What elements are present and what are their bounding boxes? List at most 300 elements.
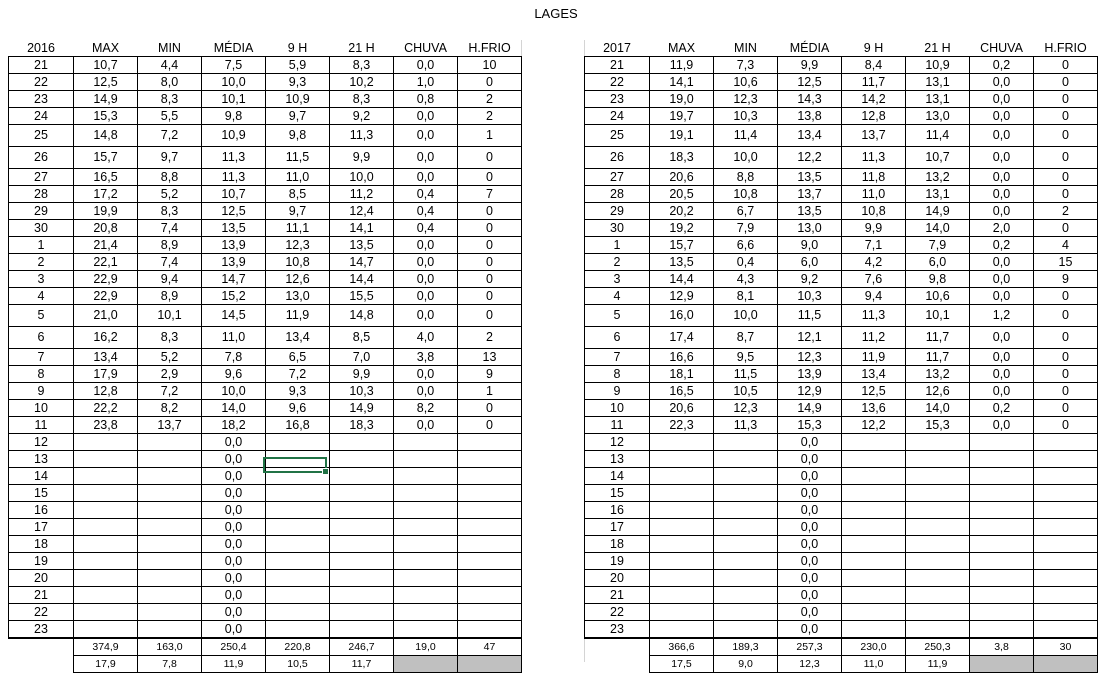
value-cell[interactable] <box>330 553 394 570</box>
value-cell[interactable]: 9 <box>1034 271 1098 288</box>
value-cell[interactable]: 11,9 <box>650 57 714 74</box>
value-cell[interactable]: 10,7 <box>202 186 266 203</box>
value-cell[interactable]: 23,8 <box>74 417 138 434</box>
value-cell[interactable] <box>906 553 970 570</box>
value-cell[interactable]: 21,4 <box>74 237 138 254</box>
value-cell[interactable]: 0 <box>458 288 522 305</box>
value-cell[interactable]: 9,7 <box>266 108 330 125</box>
value-cell[interactable]: 0,2 <box>970 237 1034 254</box>
value-cell[interactable] <box>138 570 202 587</box>
total-cell[interactable]: 189,3 <box>714 638 778 656</box>
value-cell[interactable]: 0,0 <box>778 587 842 604</box>
day-cell[interactable]: 15 <box>585 485 650 502</box>
value-cell[interactable]: 20,2 <box>650 203 714 220</box>
value-cell[interactable]: 0,0 <box>202 434 266 451</box>
value-cell[interactable]: 18,2 <box>202 417 266 434</box>
value-cell[interactable]: 8,3 <box>330 91 394 108</box>
value-cell[interactable] <box>394 519 458 536</box>
value-cell[interactable]: 18,1 <box>650 366 714 383</box>
total-cell[interactable]: 257,3 <box>778 638 842 656</box>
value-cell[interactable]: 0 <box>458 271 522 288</box>
value-cell[interactable] <box>842 536 906 553</box>
value-cell[interactable] <box>458 587 522 604</box>
value-cell[interactable] <box>906 468 970 485</box>
column-header[interactable]: 21 H <box>924 41 951 55</box>
value-cell[interactable]: 9,9 <box>842 220 906 237</box>
value-cell[interactable]: 0 <box>1034 383 1098 400</box>
total-cell[interactable]: 374,9 <box>74 638 138 656</box>
value-cell[interactable]: 2 <box>458 327 522 349</box>
year-header[interactable]: 2016 <box>27 41 55 55</box>
day-cell[interactable]: 9 <box>9 383 74 400</box>
value-cell[interactable]: 7 <box>458 186 522 203</box>
value-cell[interactable]: 0,4 <box>394 220 458 237</box>
value-cell[interactable] <box>650 468 714 485</box>
value-cell[interactable]: 7,1 <box>842 237 906 254</box>
value-cell[interactable] <box>842 587 906 604</box>
value-cell[interactable] <box>74 434 138 451</box>
value-cell[interactable]: 11,5 <box>778 305 842 327</box>
value-cell[interactable]: 10,7 <box>906 147 970 169</box>
value-cell[interactable] <box>138 621 202 639</box>
day-cell[interactable]: 12 <box>9 434 74 451</box>
day-cell[interactable]: 29 <box>585 203 650 220</box>
value-cell[interactable]: 14,1 <box>650 74 714 91</box>
value-cell[interactable]: 20,5 <box>650 186 714 203</box>
value-cell[interactable]: 16,2 <box>74 327 138 349</box>
value-cell[interactable]: 0,0 <box>778 553 842 570</box>
value-cell[interactable]: 3,8 <box>394 349 458 366</box>
day-cell[interactable]: 30 <box>585 220 650 237</box>
value-cell[interactable]: 1 <box>458 125 522 147</box>
day-cell[interactable]: 12 <box>585 434 650 451</box>
value-cell[interactable] <box>74 502 138 519</box>
value-cell[interactable]: 14,4 <box>330 271 394 288</box>
total-cell[interactable]: 3,8 <box>970 638 1034 656</box>
value-cell[interactable]: 9,3 <box>266 383 330 400</box>
value-cell[interactable] <box>266 604 330 621</box>
value-cell[interactable]: 8,3 <box>138 203 202 220</box>
value-cell[interactable] <box>1034 587 1098 604</box>
value-cell[interactable] <box>394 434 458 451</box>
value-cell[interactable]: 14,9 <box>906 203 970 220</box>
value-cell[interactable]: 7,8 <box>202 349 266 366</box>
value-cell[interactable] <box>650 451 714 468</box>
day-cell[interactable]: 27 <box>585 169 650 186</box>
day-cell[interactable]: 24 <box>9 108 74 125</box>
value-cell[interactable]: 9,3 <box>266 74 330 91</box>
value-cell[interactable]: 14,7 <box>202 271 266 288</box>
value-cell[interactable] <box>714 468 778 485</box>
day-cell[interactable]: 7 <box>9 349 74 366</box>
value-cell[interactable]: 1 <box>458 383 522 400</box>
average-cell[interactable]: 17,5 <box>650 656 714 673</box>
value-cell[interactable]: 12,3 <box>778 349 842 366</box>
value-cell[interactable]: 0,0 <box>394 57 458 74</box>
value-cell[interactable] <box>74 587 138 604</box>
value-cell[interactable]: 10 <box>458 57 522 74</box>
value-cell[interactable]: 8,2 <box>394 400 458 417</box>
value-cell[interactable] <box>906 536 970 553</box>
value-cell[interactable]: 13,5 <box>778 169 842 186</box>
value-cell[interactable]: 7,9 <box>714 220 778 237</box>
value-cell[interactable]: 0 <box>1034 349 1098 366</box>
value-cell[interactable]: 10,9 <box>266 91 330 108</box>
value-cell[interactable]: 17,9 <box>74 366 138 383</box>
value-cell[interactable]: 8,8 <box>714 169 778 186</box>
value-cell[interactable]: 12,6 <box>906 383 970 400</box>
day-cell[interactable]: 20 <box>9 570 74 587</box>
value-cell[interactable] <box>650 553 714 570</box>
value-cell[interactable]: 0,0 <box>970 254 1034 271</box>
value-cell[interactable]: 0,0 <box>202 587 266 604</box>
value-cell[interactable]: 0 <box>1034 91 1098 108</box>
value-cell[interactable]: 11,7 <box>842 74 906 91</box>
day-cell[interactable]: 23 <box>585 621 650 639</box>
average-cell[interactable] <box>394 656 458 673</box>
day-cell[interactable]: 28 <box>9 186 74 203</box>
value-cell[interactable]: 22,9 <box>74 271 138 288</box>
value-cell[interactable] <box>458 468 522 485</box>
value-cell[interactable]: 6,5 <box>266 349 330 366</box>
total-cell[interactable]: 250,4 <box>202 638 266 656</box>
day-cell[interactable]: 25 <box>9 125 74 147</box>
value-cell[interactable] <box>970 519 1034 536</box>
value-cell[interactable]: 13,0 <box>906 108 970 125</box>
value-cell[interactable]: 0 <box>1034 147 1098 169</box>
day-cell[interactable]: 13 <box>9 451 74 468</box>
value-cell[interactable] <box>330 502 394 519</box>
value-cell[interactable] <box>906 621 970 639</box>
value-cell[interactable]: 0 <box>458 147 522 169</box>
value-cell[interactable]: 0,0 <box>394 288 458 305</box>
value-cell[interactable]: 15,3 <box>906 417 970 434</box>
value-cell[interactable]: 13,1 <box>906 74 970 91</box>
day-cell[interactable]: 11 <box>585 417 650 434</box>
value-cell[interactable] <box>138 553 202 570</box>
value-cell[interactable] <box>970 485 1034 502</box>
value-cell[interactable]: 0,0 <box>394 366 458 383</box>
value-cell[interactable] <box>458 502 522 519</box>
value-cell[interactable]: 0 <box>1034 400 1098 417</box>
value-cell[interactable] <box>714 519 778 536</box>
value-cell[interactable]: 10,3 <box>330 383 394 400</box>
value-cell[interactable]: 11,3 <box>842 305 906 327</box>
value-cell[interactable]: 11,9 <box>842 349 906 366</box>
value-cell[interactable] <box>842 451 906 468</box>
day-cell[interactable]: 9 <box>585 383 650 400</box>
day-cell[interactable]: 3 <box>585 271 650 288</box>
value-cell[interactable]: 19,0 <box>650 91 714 108</box>
day-cell[interactable]: 2 <box>585 254 650 271</box>
value-cell[interactable] <box>138 519 202 536</box>
value-cell[interactable]: 10,3 <box>778 288 842 305</box>
value-cell[interactable]: 0,4 <box>394 203 458 220</box>
value-cell[interactable]: 19,9 <box>74 203 138 220</box>
year-header[interactable]: 2017 <box>603 41 631 55</box>
value-cell[interactable]: 0,0 <box>202 604 266 621</box>
value-cell[interactable]: 2 <box>1034 203 1098 220</box>
value-cell[interactable]: 8,3 <box>330 57 394 74</box>
value-cell[interactable] <box>842 621 906 639</box>
value-cell[interactable]: 10,0 <box>714 147 778 169</box>
value-cell[interactable] <box>394 587 458 604</box>
value-cell[interactable] <box>714 553 778 570</box>
column-header[interactable]: MÉDIA <box>789 41 830 55</box>
value-cell[interactable]: 9,7 <box>138 147 202 169</box>
total-cell[interactable]: 246,7 <box>330 638 394 656</box>
value-cell[interactable] <box>650 502 714 519</box>
average-cell[interactable]: 9,0 <box>714 656 778 673</box>
value-cell[interactable] <box>74 621 138 639</box>
day-cell[interactable]: 14 <box>9 468 74 485</box>
value-cell[interactable]: 10,0 <box>202 383 266 400</box>
value-cell[interactable] <box>714 570 778 587</box>
value-cell[interactable]: 0 <box>1034 108 1098 125</box>
total-cell[interactable]: 19,0 <box>394 638 458 656</box>
day-cell[interactable]: 19 <box>585 553 650 570</box>
day-cell[interactable]: 10 <box>9 400 74 417</box>
value-cell[interactable] <box>1034 570 1098 587</box>
day-cell[interactable]: 16 <box>585 502 650 519</box>
value-cell[interactable]: 11,7 <box>906 349 970 366</box>
average-cell[interactable]: 10,5 <box>266 656 330 673</box>
day-cell[interactable]: 21 <box>9 57 74 74</box>
value-cell[interactable]: 8,9 <box>138 237 202 254</box>
value-cell[interactable]: 8,8 <box>138 169 202 186</box>
total-cell[interactable]: 220,8 <box>266 638 330 656</box>
value-cell[interactable]: 0 <box>1034 305 1098 327</box>
value-cell[interactable] <box>330 587 394 604</box>
value-cell[interactable]: 0,0 <box>202 485 266 502</box>
value-cell[interactable]: 0,0 <box>202 621 266 639</box>
value-cell[interactable] <box>458 604 522 621</box>
value-cell[interactable]: 14,0 <box>202 400 266 417</box>
day-cell[interactable]: 23 <box>9 621 74 639</box>
value-cell[interactable]: 9,9 <box>330 147 394 169</box>
value-cell[interactable] <box>1034 604 1098 621</box>
value-cell[interactable]: 6,0 <box>778 254 842 271</box>
value-cell[interactable]: 0,0 <box>970 349 1034 366</box>
value-cell[interactable] <box>842 502 906 519</box>
day-cell[interactable]: 22 <box>585 74 650 91</box>
average-cell[interactable]: 11,9 <box>202 656 266 673</box>
empty-cell[interactable] <box>9 656 74 673</box>
value-cell[interactable]: 13,7 <box>778 186 842 203</box>
value-cell[interactable]: 9,2 <box>778 271 842 288</box>
value-cell[interactable] <box>266 502 330 519</box>
value-cell[interactable]: 4,4 <box>138 57 202 74</box>
value-cell[interactable]: 7,0 <box>330 349 394 366</box>
value-cell[interactable]: 8,1 <box>714 288 778 305</box>
value-cell[interactable]: 0 <box>458 203 522 220</box>
value-cell[interactable]: 11,9 <box>266 305 330 327</box>
value-cell[interactable]: 11,3 <box>842 147 906 169</box>
value-cell[interactable] <box>330 434 394 451</box>
value-cell[interactable]: 8,9 <box>138 288 202 305</box>
day-cell[interactable]: 6 <box>585 327 650 349</box>
value-cell[interactable]: 14,5 <box>202 305 266 327</box>
day-cell[interactable]: 18 <box>585 536 650 553</box>
value-cell[interactable]: 17,2 <box>74 186 138 203</box>
day-cell[interactable]: 8 <box>585 366 650 383</box>
value-cell[interactable] <box>138 604 202 621</box>
value-cell[interactable]: 22,2 <box>74 400 138 417</box>
value-cell[interactable]: 0,0 <box>970 91 1034 108</box>
value-cell[interactable] <box>394 604 458 621</box>
value-cell[interactable] <box>394 502 458 519</box>
value-cell[interactable]: 0,0 <box>202 519 266 536</box>
value-cell[interactable]: 11,0 <box>266 169 330 186</box>
average-cell[interactable]: 11,0 <box>842 656 906 673</box>
value-cell[interactable] <box>330 468 394 485</box>
value-cell[interactable] <box>394 451 458 468</box>
value-cell[interactable]: 0,0 <box>778 502 842 519</box>
value-cell[interactable]: 0,0 <box>202 502 266 519</box>
value-cell[interactable]: 14,9 <box>778 400 842 417</box>
value-cell[interactable]: 0,0 <box>970 169 1034 186</box>
value-cell[interactable]: 0,2 <box>970 57 1034 74</box>
value-cell[interactable]: 22,3 <box>650 417 714 434</box>
day-cell[interactable]: 21 <box>585 587 650 604</box>
value-cell[interactable]: 12,9 <box>778 383 842 400</box>
value-cell[interactable]: 12,5 <box>202 203 266 220</box>
day-cell[interactable]: 11 <box>9 417 74 434</box>
value-cell[interactable]: 12,5 <box>74 74 138 91</box>
value-cell[interactable]: 11,5 <box>714 366 778 383</box>
value-cell[interactable]: 0,0 <box>394 383 458 400</box>
value-cell[interactable] <box>714 604 778 621</box>
day-cell[interactable]: 4 <box>585 288 650 305</box>
value-cell[interactable]: 14,8 <box>330 305 394 327</box>
value-cell[interactable] <box>1034 434 1098 451</box>
value-cell[interactable]: 10,0 <box>330 169 394 186</box>
value-cell[interactable]: 8,2 <box>138 400 202 417</box>
value-cell[interactable]: 10,8 <box>714 186 778 203</box>
value-cell[interactable] <box>330 451 394 468</box>
value-cell[interactable]: 17,4 <box>650 327 714 349</box>
value-cell[interactable]: 0,0 <box>394 237 458 254</box>
value-cell[interactable]: 0,0 <box>778 604 842 621</box>
value-cell[interactable]: 16,6 <box>650 349 714 366</box>
value-cell[interactable]: 9,6 <box>266 400 330 417</box>
value-cell[interactable]: 14,7 <box>330 254 394 271</box>
value-cell[interactable]: 0 <box>1034 186 1098 203</box>
value-cell[interactable]: 0,0 <box>202 553 266 570</box>
value-cell[interactable]: 12,5 <box>842 383 906 400</box>
value-cell[interactable]: 7,9 <box>906 237 970 254</box>
total-cell[interactable]: 366,6 <box>650 638 714 656</box>
fill-handle[interactable] <box>322 468 329 475</box>
column-header[interactable]: H.FRIO <box>468 41 511 55</box>
average-cell[interactable]: 12,3 <box>778 656 842 673</box>
value-cell[interactable]: 0,0 <box>970 288 1034 305</box>
value-cell[interactable] <box>650 519 714 536</box>
value-cell[interactable]: 9,7 <box>266 203 330 220</box>
day-cell[interactable]: 21 <box>585 57 650 74</box>
value-cell[interactable]: 8,4 <box>842 57 906 74</box>
value-cell[interactable]: 12,5 <box>778 74 842 91</box>
value-cell[interactable]: 9,0 <box>778 237 842 254</box>
value-cell[interactable]: 0,0 <box>778 621 842 639</box>
value-cell[interactable] <box>74 519 138 536</box>
value-cell[interactable]: 0 <box>1034 417 1098 434</box>
value-cell[interactable]: 0,0 <box>202 570 266 587</box>
value-cell[interactable]: 2 <box>458 108 522 125</box>
value-cell[interactable]: 8,5 <box>330 327 394 349</box>
value-cell[interactable]: 22,1 <box>74 254 138 271</box>
value-cell[interactable] <box>266 587 330 604</box>
value-cell[interactable]: 10,0 <box>202 74 266 91</box>
value-cell[interactable] <box>266 434 330 451</box>
value-cell[interactable] <box>394 570 458 587</box>
value-cell[interactable] <box>650 570 714 587</box>
value-cell[interactable] <box>842 604 906 621</box>
value-cell[interactable]: 12,6 <box>266 271 330 288</box>
value-cell[interactable] <box>266 536 330 553</box>
day-cell[interactable]: 5 <box>585 305 650 327</box>
value-cell[interactable] <box>330 536 394 553</box>
value-cell[interactable]: 11,3 <box>330 125 394 147</box>
value-cell[interactable] <box>970 468 1034 485</box>
value-cell[interactable]: 11,3 <box>202 169 266 186</box>
value-cell[interactable]: 9,6 <box>202 366 266 383</box>
value-cell[interactable]: 0,0 <box>970 108 1034 125</box>
day-cell[interactable]: 5 <box>9 305 74 327</box>
active-cell-selection[interactable] <box>263 457 327 473</box>
value-cell[interactable]: 13,5 <box>778 203 842 220</box>
day-cell[interactable]: 15 <box>9 485 74 502</box>
value-cell[interactable]: 12,8 <box>842 108 906 125</box>
value-cell[interactable]: 10,3 <box>714 108 778 125</box>
value-cell[interactable] <box>650 536 714 553</box>
value-cell[interactable]: 2 <box>458 91 522 108</box>
value-cell[interactable]: 19,2 <box>650 220 714 237</box>
day-cell[interactable]: 23 <box>9 91 74 108</box>
value-cell[interactable]: 14,2 <box>842 91 906 108</box>
value-cell[interactable] <box>1034 536 1098 553</box>
day-cell[interactable]: 23 <box>585 91 650 108</box>
value-cell[interactable]: 10,1 <box>906 305 970 327</box>
value-cell[interactable]: 7,2 <box>138 125 202 147</box>
day-cell[interactable]: 29 <box>9 203 74 220</box>
value-cell[interactable]: 0,0 <box>394 271 458 288</box>
value-cell[interactable] <box>906 485 970 502</box>
value-cell[interactable] <box>330 570 394 587</box>
value-cell[interactable] <box>458 553 522 570</box>
value-cell[interactable]: 5,9 <box>266 57 330 74</box>
value-cell[interactable]: 11,8 <box>842 169 906 186</box>
total-cell[interactable]: 47 <box>458 638 522 656</box>
value-cell[interactable] <box>970 502 1034 519</box>
value-cell[interactable] <box>906 502 970 519</box>
value-cell[interactable]: 0,0 <box>394 417 458 434</box>
value-cell[interactable]: 14,1 <box>330 220 394 237</box>
value-cell[interactable] <box>842 434 906 451</box>
value-cell[interactable]: 9,8 <box>906 271 970 288</box>
value-cell[interactable] <box>714 502 778 519</box>
value-cell[interactable]: 11,7 <box>906 327 970 349</box>
value-cell[interactable] <box>266 553 330 570</box>
value-cell[interactable]: 1,0 <box>394 74 458 91</box>
value-cell[interactable]: 13,9 <box>202 237 266 254</box>
value-cell[interactable]: 13,9 <box>778 366 842 383</box>
empty-cell[interactable] <box>585 656 650 673</box>
value-cell[interactable] <box>906 587 970 604</box>
value-cell[interactable]: 11,0 <box>202 327 266 349</box>
value-cell[interactable]: 0 <box>1034 366 1098 383</box>
value-cell[interactable] <box>138 502 202 519</box>
